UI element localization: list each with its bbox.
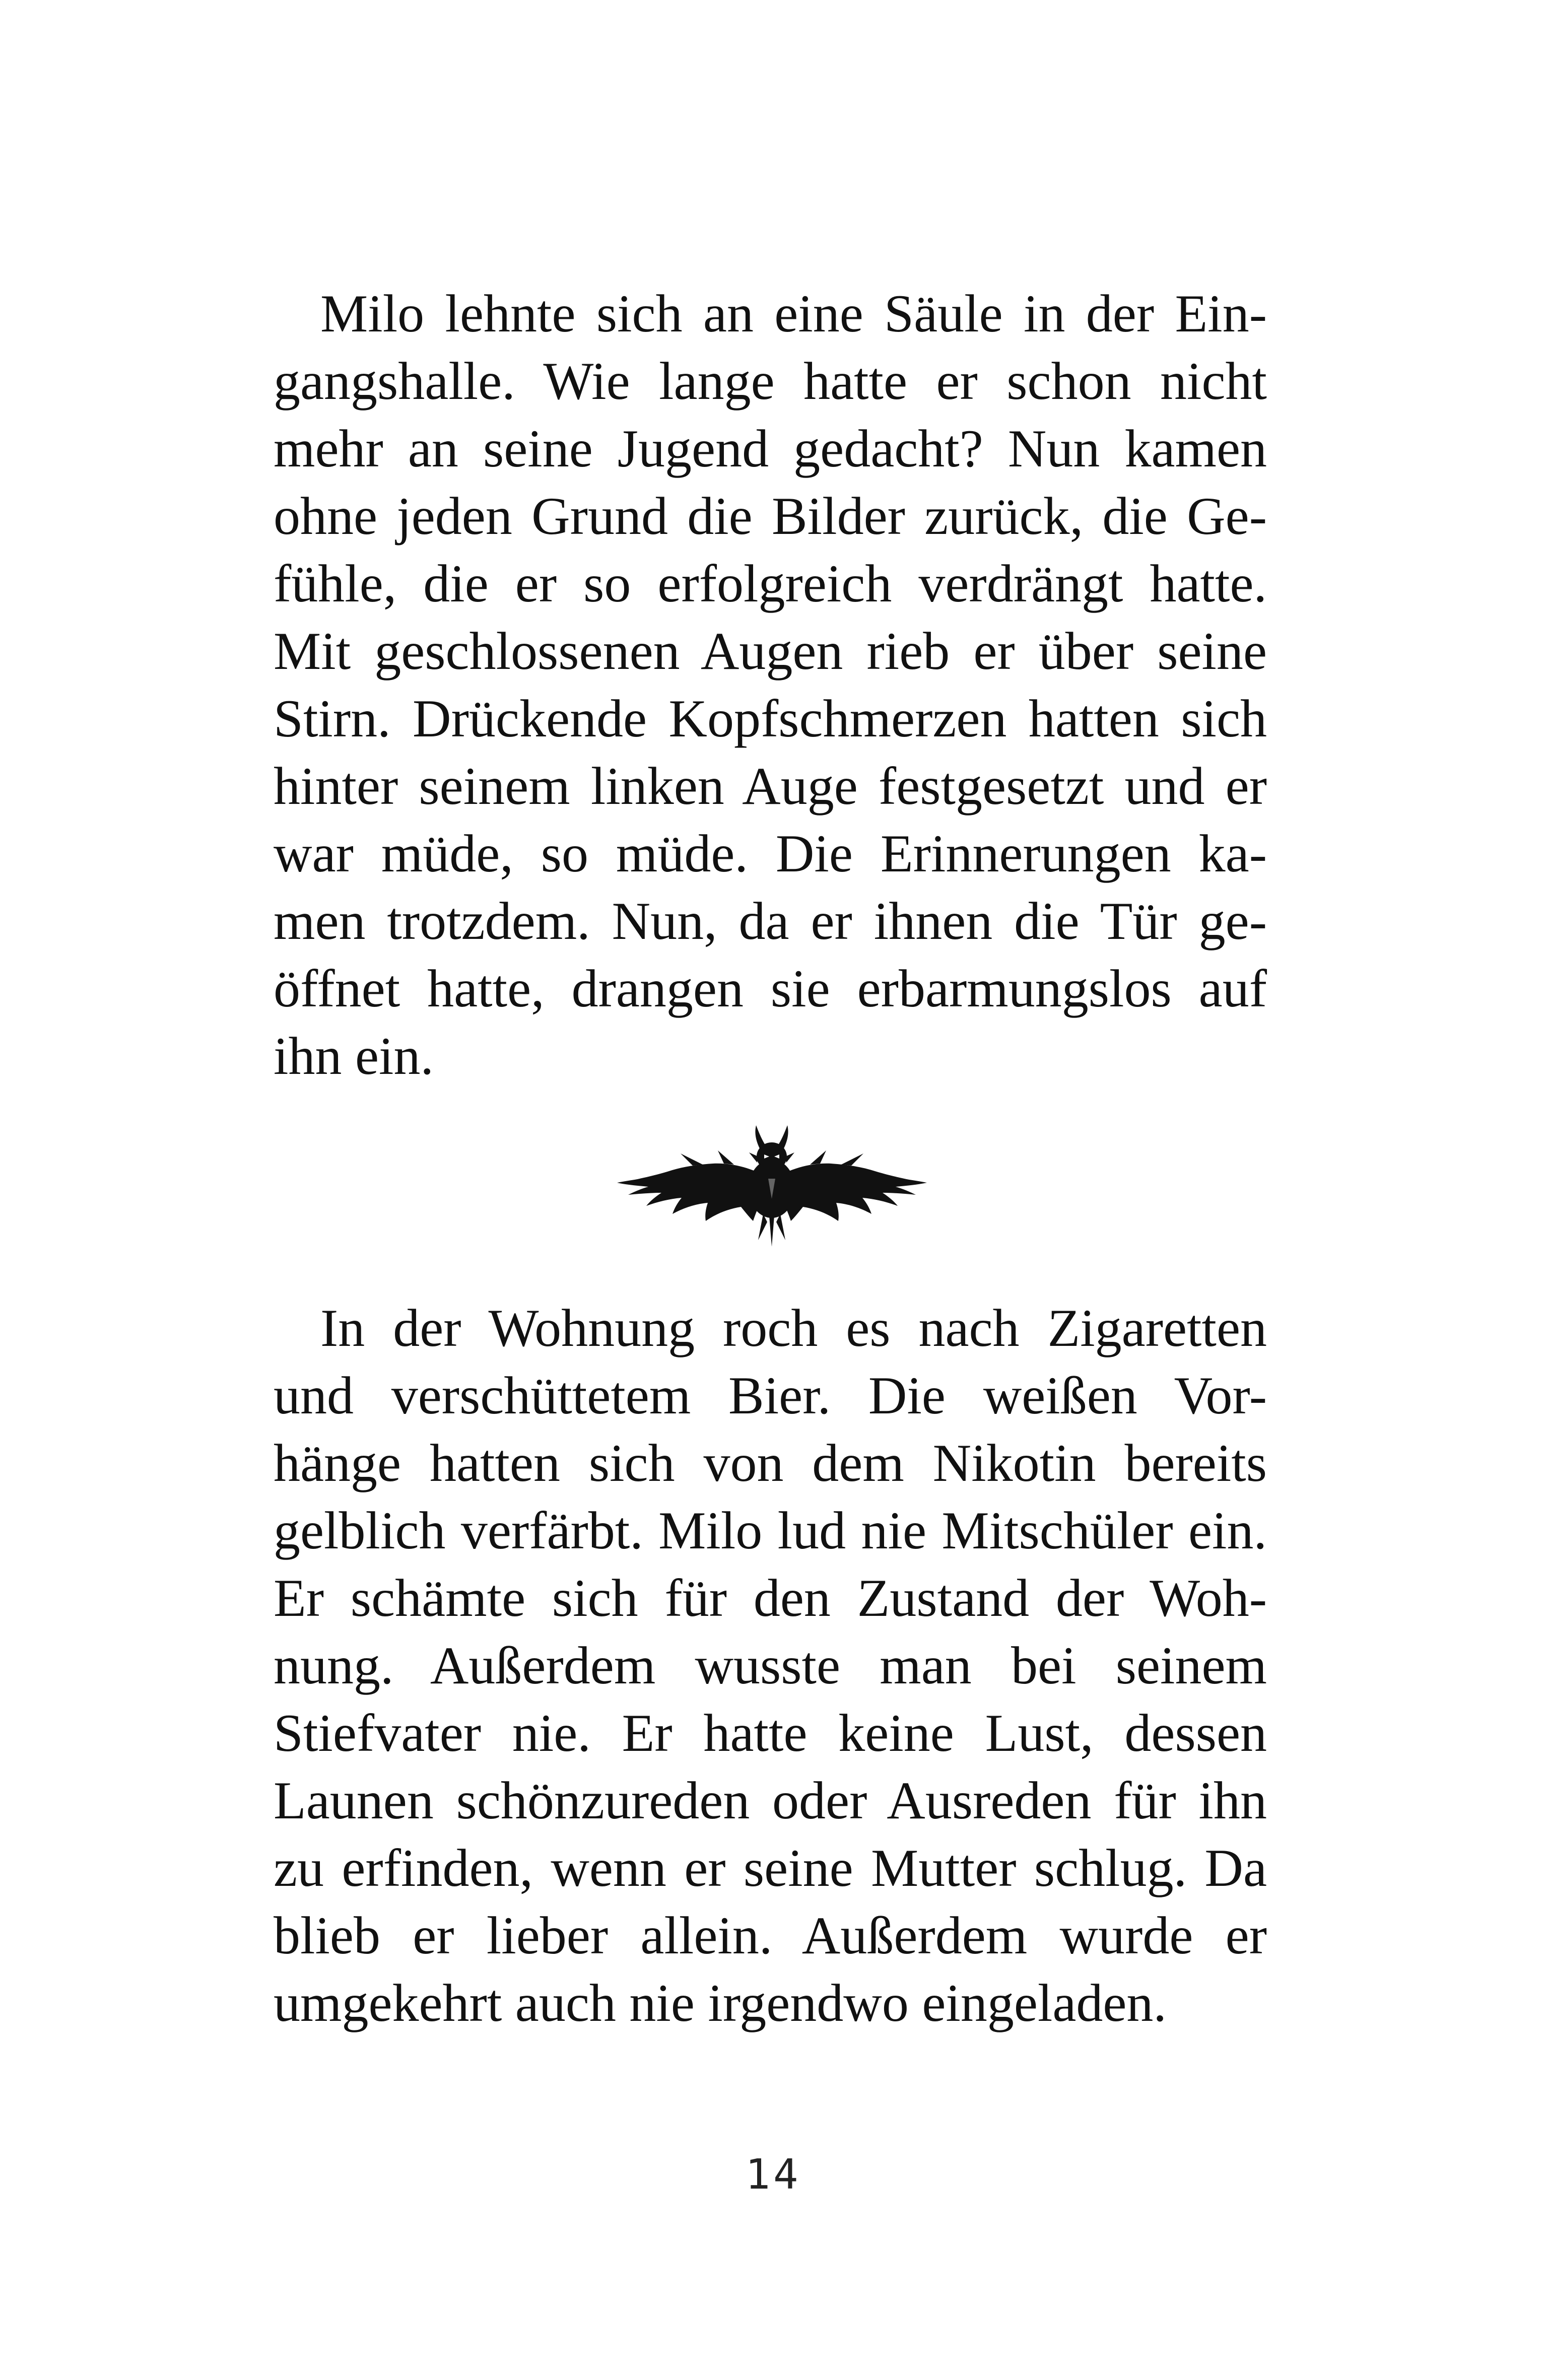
text-line: Stirn. Drückende Kopfschmerzen hatten sich	[274, 689, 1267, 748]
text-line: und verschüttetem Bier. Die weißen Vor-	[274, 1366, 1267, 1425]
page-number: 14	[745, 2151, 801, 2199]
text-line: fühle, die er so erfolgreich verdrängt hatte.	[274, 554, 1267, 613]
text-line: Stiefvater nie. Er hatte keine Lust, dessen	[274, 1704, 1267, 1762]
text-line: Mit geschlossenen Augen rieb er über seine	[274, 622, 1267, 681]
text-line: mehr an seine Jugend gedacht? Nun kamen	[274, 419, 1267, 478]
text-line: umgekehrt auch nie irgendwo eingeladen.	[274, 1974, 1167, 2032]
text-line: war müde, so müde. Die Erinnerungen ka-	[274, 824, 1267, 883]
text-line: zu erfinden, wenn er seine Mutter schlug. Da	[274, 1839, 1267, 1897]
text-line: gangshalle. Wie lange hatte er schon nicht	[274, 352, 1267, 411]
text-line: blieb er lieber allein. Außerdem wurde er	[274, 1906, 1267, 1965]
text-line: men trotzdem. Nun, da er ihnen die Tür ge-	[274, 892, 1267, 950]
text-line: öffnet hatte, drangen sie erbarmungslos auf	[274, 959, 1267, 1018]
text-line: In der Wohnung roch es nach Zigaretten	[320, 1299, 1267, 1357]
paragraph-1	[274, 280, 1267, 1090]
text-line: nung. Außerdem wusste man bei seinem	[274, 1636, 1267, 1695]
text-line: Launen schönzureden oder Ausreden für ihn	[274, 1771, 1267, 1830]
text-line: Er schämte sich für den Zustand der Woh-	[274, 1569, 1267, 1627]
text-line: Milo lehnte sich an eine Säule in der Ein-	[320, 284, 1267, 343]
paragraph-2	[274, 1295, 1267, 2037]
text-line: ihn ein.	[274, 1027, 434, 1085]
bat-demon-icon	[617, 1123, 927, 1247]
text-line: gelblich verfärbt. Milo lud nie Mitschüler ein.	[274, 1501, 1267, 1560]
text-line: ohne jeden Grund die Bilder zurück, die Ge-	[274, 487, 1267, 546]
text-line: hänge hatten sich von dem Nikotin bereits	[274, 1434, 1267, 1492]
text-line: hinter seinem linken Auge festgesetzt und er	[274, 757, 1267, 815]
